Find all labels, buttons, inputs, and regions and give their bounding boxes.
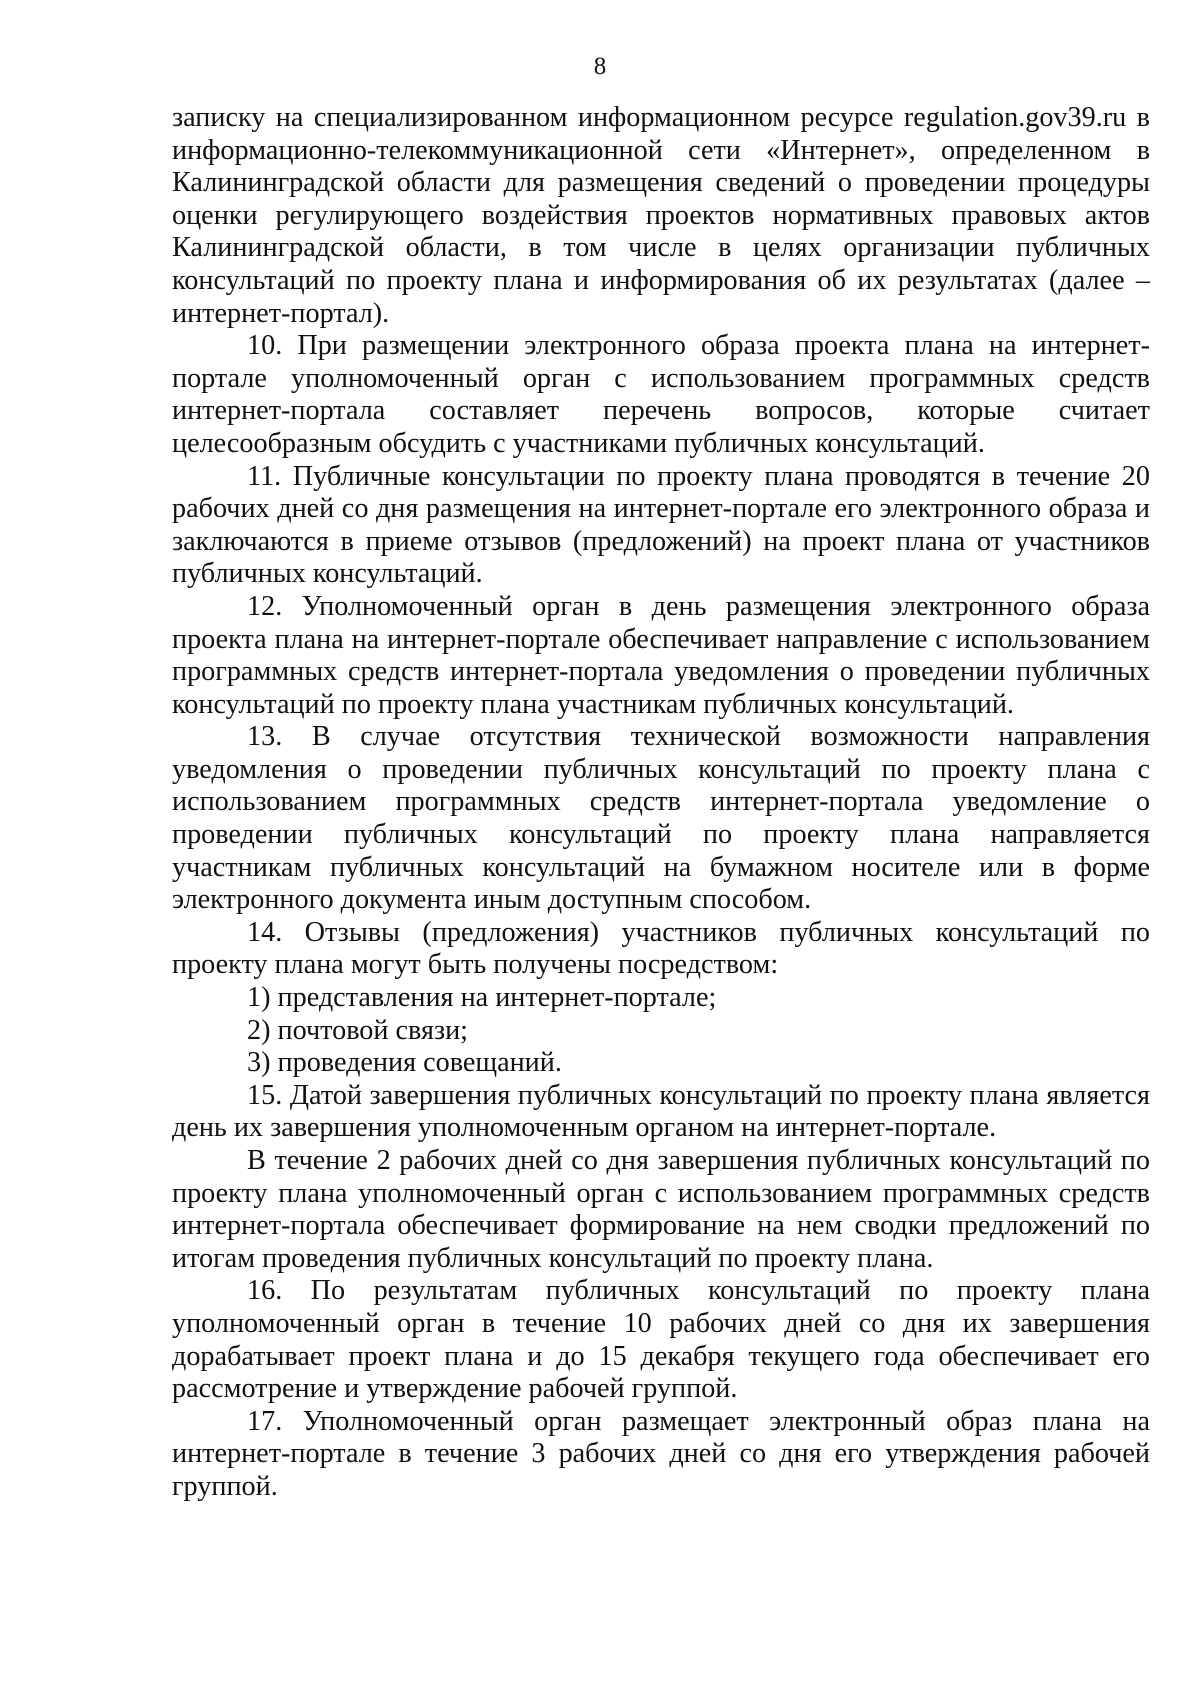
list-item-1: 1) представления на интернет-портале; bbox=[247, 982, 717, 1014]
document-body bbox=[172, 102, 1150, 1504]
list-item-3: 3) проведения совещаний. bbox=[247, 1047, 562, 1079]
paragraph-continuation: записку на специализированном информационном ресурсе regulation.gov39.ru в информационно-телекоммуникационной сети «Интернет», определенном в Калининградской области для размещения сведений о проведении процедуры оценки регулирующего воздействия проектов нормативных правовых актов Калининградской области, в том числе в целях организации публичных консультаций по проекту плана и информирования об их результатах (далее – интернет-портал). bbox=[172, 102, 1150, 329]
paragraph-15-continued: В течение 2 рабочих дней со дня завершения публичных консультаций по проекту плана уполномоченный орган с использованием программных средств интернет-портала обеспечивает формирование на нем сводки предложений по итогам проведения публичных консультаций по проекту плана. bbox=[172, 1145, 1150, 1274]
paragraph-16: 16. По результатам публичных консультаций по проекту плана уполномоченный орган в течение 10 рабочих дней со дня их завершения дорабатывает проект плана и до 15 декабря текущего года обеспечивает его рассмотрение и утверждение рабочей группой. bbox=[172, 1275, 1150, 1405]
paragraph-13: 13. В случае отсутствия технической возможности направления уведомления о проведении публичных консультаций по проекту плана с использованием программных средств интернет-портала уведомление о проведении публичных консультаций по проекту плана направляется участникам публичных консультаций на бумажном носителе или в форме электронного документа иным доступным способом. bbox=[172, 721, 1150, 916]
page-number: 8 bbox=[593, 53, 607, 80]
paragraph-11: 11. Публичные консультации по проекту плана проводятся в течение 20 рабочих дней со дня размещения на интернет-портале его электронного образа и заключаются в приеме отзывов (предложений) на проект плана от участников публичных консультаций. bbox=[172, 460, 1150, 590]
paragraph-17: 17. Уполномоченный орган размещает электронный образ плана на интернет-портале в течение 3 рабочих дней со дня его утверждения рабочей группой. bbox=[172, 1405, 1150, 1502]
paragraph-15: 15. Датой завершения публичных консультаций по проекту плана является день их завершения уполномоченным органом на интернет-портале. bbox=[172, 1079, 1150, 1144]
paragraph-12: 12. Уполномоченный орган в день размещения электронного образа проекта плана на интернет-портале обеспечивает направление с использованием программных средств интернет-портала уведомления о проведении публичных консультаций по проекту плана участникам публичных консультаций. bbox=[172, 590, 1150, 720]
paragraph-10: 10. При размещении электронного образа проекта плана на интернет-портале уполномоченный орган с использованием программных средств интернет-портала составляет перечень вопросов, которые считает целесообразным обсудить с участниками публичных консультаций. bbox=[172, 330, 1150, 459]
paragraph-14: 14. Отзывы (предложения) участников публичных консультаций по проекту плана могут быть получены посредством: bbox=[172, 916, 1150, 981]
list-item-2: 2) почтовой связи; bbox=[247, 1014, 468, 1046]
